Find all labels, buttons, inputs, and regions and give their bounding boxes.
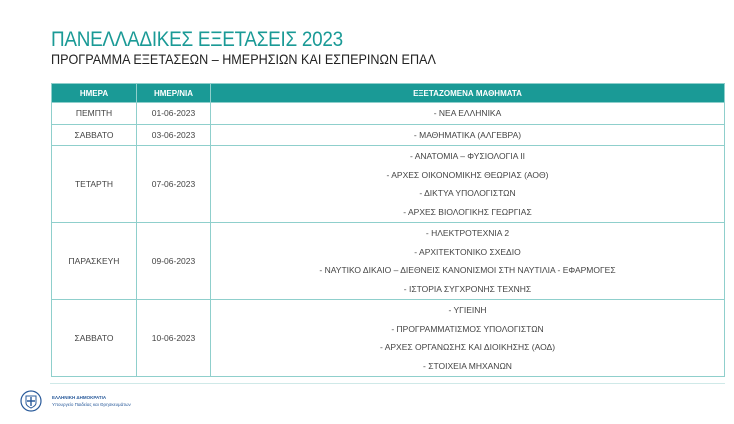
greek-coat-of-arms-icon [20, 390, 42, 412]
day-cell: ΤΕΤΑΡΤΗ [52, 146, 137, 223]
table-row [52, 223, 725, 300]
day-cell: ΠΕΜΠΤΗ [52, 103, 137, 125]
subject-item: - ΑΡΧΕΣ ΟΙΚΟΝΟΜΙΚΗΣ ΘΕΩΡΙΑΣ (ΑΟΘ) [386, 169, 549, 180]
subject-item: - ΙΣΤΟΡΙΑ ΣΥΓΧΡΟΝΗΣ ΤΕΧΝΗΣ [403, 283, 532, 294]
date-cell: 01-06-2023 [137, 103, 211, 125]
table-row [52, 146, 725, 223]
exam-schedule-table [51, 83, 725, 377]
table-row [52, 103, 725, 125]
page-title: ΠΑΝΕΛΛΑΔΙΚΕΣ ΕΞΕΤΑΣΕΙΣ 2023 [51, 28, 343, 51]
date-cell: 07-06-2023 [137, 146, 211, 223]
day-cell: ΣΑΒΒΑΤΟ [52, 124, 137, 146]
footer-divider [50, 383, 725, 384]
subjects-cell [211, 103, 725, 125]
footer-org: ΕΛΛΗΝΙΚΗ ΔΗΜΟΚΡΑΤΙΑ [52, 395, 107, 400]
subjects-cell [211, 223, 725, 300]
subject-item: - ΥΓΙΕΙΝΗ [448, 305, 487, 315]
subject-item: - ΑΡΧΙΤΕΚΤΟΝΙΚΟ ΣΧΕΔΙΟ [414, 246, 521, 257]
subject-item: - ΔΙΚΤΥΑ ΥΠΟΛΟΓΙΣΤΩΝ [419, 188, 516, 198]
header-subjects: ΕΞΕΤΑΖΟΜΕΝΑ ΜΑΘΗΜΑΤΑ [211, 84, 725, 103]
subjects-cell [211, 146, 725, 223]
footer-ministry: Υπουργείο Παιδείας και Θρησκευμάτων [52, 402, 131, 407]
subjects-cell [211, 300, 725, 377]
subjects-cell [211, 124, 725, 146]
subject-item: - ΝΑΥΤΙΚΟ ΔΙΚΑΙΟ – ΔΙΕΘΝΕΙΣ ΚΑΝΟΝΙΣΜΟΙ ΣΤΗ ΝΑΥΤΙΛΙΑ - ΕΦΑΡΜΟΓΕΣ [319, 265, 616, 275]
header-date: ΗΜΕΡ/ΝΙΑ [137, 84, 211, 103]
subject-item: - ΣΤΟΙΧΕΙΑ ΜΗΧΑΝΩΝ [423, 360, 512, 371]
day-cell: ΠΑΡΑΣΚΕΥΗ [52, 223, 137, 300]
subject-item: - ΜΑΘΗΜΑΤΙΚΑ (ΑΛΓΕΒΡΑ) [413, 129, 522, 140]
subject-item: - ΑΡΧΕΣ ΟΡΓΑΝΩΣΗΣ ΚΑΙ ΔΙΟΙΚΗΣΗΣ (ΑΟΔ) [379, 342, 556, 352]
date-cell: 09-06-2023 [137, 223, 211, 300]
subject-item: - ΝΕΑ ΕΛΛΗΝΙΚΑ [433, 108, 502, 118]
date-cell: 10-06-2023 [137, 300, 211, 377]
subject-item: - ΠΡΟΓΡΑΜΜΑΤΙΣΜΟΣ ΥΠΟΛΟΓΙΣΤΩΝ [391, 323, 544, 334]
table-header-row [52, 84, 725, 103]
day-cell: ΣΑΒΒΑΤΟ [52, 300, 137, 377]
page-subtitle: ΠΡΟΓΡΑΜΜΑ ΕΞΕΤΑΣΕΩΝ – ΗΜΕΡΗΣΙΩΝ ΚΑΙ ΕΣΠΕΡΙΝΩΝ ΕΠΑΛ [51, 51, 436, 67]
subject-item: - ΑΡΧΕΣ ΒΙΟΛΟΓΙΚΗΣ ΓΕΩΡΓΙΑΣ [403, 206, 532, 217]
table-row [52, 124, 725, 146]
header-day: ΗΜΕΡΑ [52, 84, 137, 103]
subject-item: - ΑΝΑΤΟΜΙΑ – ΦΥΣΙΟΛΟΓΙΑ ΙΙ [409, 151, 525, 161]
date-cell: 03-06-2023 [137, 124, 211, 146]
subject-item: - ΗΛΕΚΤΡΟΤΕΧΝΙΑ 2 [425, 228, 510, 238]
table-row [52, 300, 725, 377]
